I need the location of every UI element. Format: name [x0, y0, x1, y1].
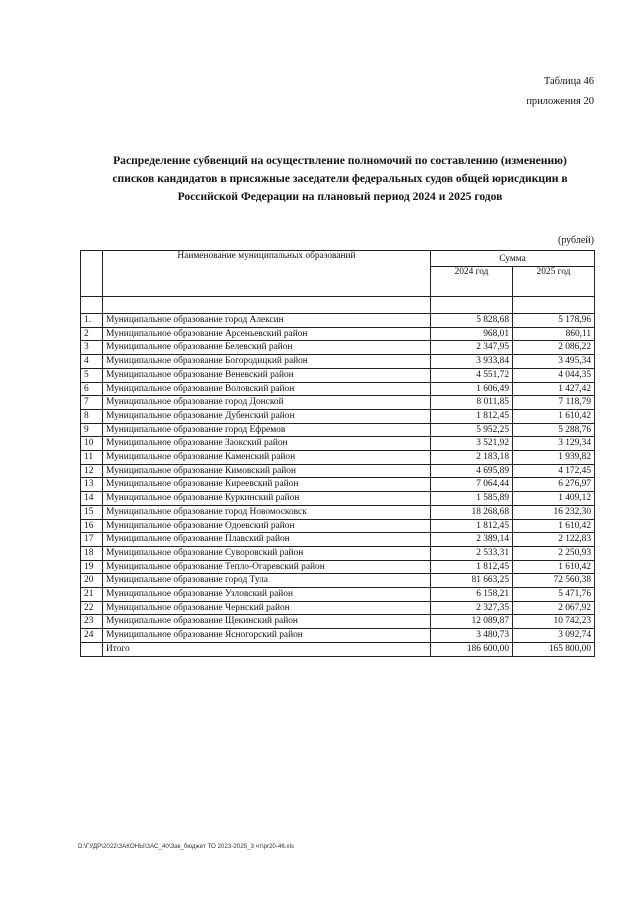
- municipality-name: Муниципальное образование город Донской: [103, 396, 431, 410]
- municipality-name: Муниципальное образование город Тула: [103, 574, 431, 588]
- municipality-name: Муниципальное образование Щекинский район: [103, 615, 431, 629]
- amount-2025: 860,11: [513, 327, 595, 341]
- municipality-name: Муниципальное образование Дубенский район: [103, 409, 431, 423]
- file-path-footer: D:\ГУДР\2022\ЗАКОНЫ\ЗАС_40\Зак_бюджет ТО 2023-2025_3 чт\pr20-46.xls: [78, 843, 295, 850]
- municipality-name: Муниципальное образование Арсеньевский район: [103, 327, 431, 341]
- table-number: Таблица 46: [543, 76, 594, 87]
- row-index: 18: [81, 546, 103, 560]
- table-row: [81, 574, 595, 588]
- municipality-name: Муниципальное образование Каменский район: [103, 451, 431, 465]
- municipality-name: Муниципальное образование Суворовский район: [103, 546, 431, 560]
- year-2025-header: 2025 год: [513, 267, 595, 297]
- table-row: [81, 588, 595, 602]
- amount-2024: 4 551,72: [431, 368, 513, 382]
- municipality-name: Муниципальное образование Ясногорский район: [103, 629, 431, 643]
- municipality-name: Муниципальное образование Веневский район: [103, 368, 431, 382]
- amount-2025: 2 250,93: [513, 546, 595, 560]
- amount-2025: 1 610,42: [513, 409, 595, 423]
- amount-2025: 1 939,82: [513, 451, 595, 465]
- row-index: 7: [81, 396, 103, 410]
- row-index: 10: [81, 437, 103, 451]
- amount-2024: 2 183,18: [431, 451, 513, 465]
- amount-2024: 18 268,68: [431, 505, 513, 519]
- row-index: 4: [81, 355, 103, 369]
- municipality-name: Муниципальное образование Тепло-Огаревский район: [103, 560, 431, 574]
- amount-2024: 1 606,49: [431, 382, 513, 396]
- row-index: 20: [81, 574, 103, 588]
- row-index: 13: [81, 478, 103, 492]
- municipality-name: Муниципальное образование Плавский район: [103, 533, 431, 547]
- row-index: 1.: [81, 314, 103, 328]
- table-row: [81, 546, 595, 560]
- municipality-name: Муниципальное образование Воловский район: [103, 382, 431, 396]
- row-index: 8: [81, 409, 103, 423]
- title-line: Российской Федерации на плановый период 2024 и 2025 годов: [177, 190, 503, 203]
- amount-2024: 3 933,84: [431, 355, 513, 369]
- amount-2024: 12 089,87: [431, 615, 513, 629]
- amount-2024: 2 533,31: [431, 546, 513, 560]
- year-2024-header: 2024 год: [431, 267, 513, 297]
- amount-2025: 72 560,38: [513, 574, 595, 588]
- table-row: [81, 464, 595, 478]
- municipality-name: Муниципальное образование город Алексин: [103, 314, 431, 328]
- table-row: [81, 505, 595, 519]
- table-row: [81, 314, 595, 328]
- table-row: [81, 478, 595, 492]
- amount-2025: 5 288,76: [513, 423, 595, 437]
- table-row: [81, 341, 595, 355]
- amount-2024: 7 064,44: [431, 478, 513, 492]
- table-row: [81, 492, 595, 506]
- spacer-row: [81, 297, 595, 314]
- amount-2024: 5 828,68: [431, 314, 513, 328]
- amount-2024: 2 347,95: [431, 341, 513, 355]
- sum-column-header: Сумма: [431, 251, 595, 267]
- amount-2024: 6 158,21: [431, 588, 513, 602]
- municipality-name: Муниципальное образование город Ефремов: [103, 423, 431, 437]
- row-index: 23: [81, 615, 103, 629]
- municipality-name: Муниципальное образование Узловский район: [103, 588, 431, 602]
- table-row: [81, 533, 595, 547]
- name-column-header: Наименование муниципальных образований: [103, 251, 431, 297]
- row-index: 11: [81, 451, 103, 465]
- amount-2024: 5 952,25: [431, 423, 513, 437]
- row-index: 9: [81, 423, 103, 437]
- amount-2024: 3 521,92: [431, 437, 513, 451]
- table-row: [81, 368, 595, 382]
- municipality-name: Муниципальное образование Богородицкий район: [103, 355, 431, 369]
- amount-2025: 4 044,35: [513, 368, 595, 382]
- municipality-name: Муниципальное образование Куркинский район: [103, 492, 431, 506]
- row-index: 2: [81, 327, 103, 341]
- row-index: 17: [81, 533, 103, 547]
- amount-2025: 3 495,34: [513, 355, 595, 369]
- amount-2024: 3 480,73: [431, 629, 513, 643]
- table-row: [81, 327, 595, 341]
- amount-2024: 1 812,45: [431, 519, 513, 533]
- row-index: 19: [81, 560, 103, 574]
- table-row: [81, 615, 595, 629]
- amount-2025: 4 172,45: [513, 464, 595, 478]
- amount-2025: 1 610,42: [513, 560, 595, 574]
- row-index: 12: [81, 464, 103, 478]
- document-title: [70, 152, 610, 206]
- row-index: 3: [81, 341, 103, 355]
- amount-2025: 7 118,79: [513, 396, 595, 410]
- table-row: [81, 409, 595, 423]
- table-row: [81, 423, 595, 437]
- unit-label: (рублей): [557, 235, 594, 246]
- row-index: 16: [81, 519, 103, 533]
- amount-2024: 4 695,89: [431, 464, 513, 478]
- table-row: [81, 519, 595, 533]
- amount-2025: 3 129,34: [513, 437, 595, 451]
- row-index: 21: [81, 588, 103, 602]
- amount-2025: 5 471,76: [513, 588, 595, 602]
- index-header: [81, 251, 103, 297]
- municipality-name: Муниципальное образование Чернский район: [103, 601, 431, 615]
- amount-2025: 2 067,92: [513, 601, 595, 615]
- amount-2024: 8 011,85: [431, 396, 513, 410]
- amount-2025: 5 178,96: [513, 314, 595, 328]
- table-row: [81, 629, 595, 643]
- amount-2024: 1 812,45: [431, 560, 513, 574]
- municipality-name: Муниципальное образование Заокский район: [103, 437, 431, 451]
- table-row: [81, 396, 595, 410]
- row-index: 24: [81, 629, 103, 643]
- amount-2025: 1 610,42: [513, 519, 595, 533]
- amount-2025: 6 276,97: [513, 478, 595, 492]
- total-2024: 186 600,00: [431, 642, 513, 656]
- total-label: Итого: [103, 642, 431, 656]
- amount-2024: 1 585,89: [431, 492, 513, 506]
- amount-2025: 16 232,30: [513, 505, 595, 519]
- municipality-name: Муниципальное образование Белевский район: [103, 341, 431, 355]
- municipality-name: Муниципальное образование Одоевский район: [103, 519, 431, 533]
- amount-2024: 1 812,45: [431, 409, 513, 423]
- amount-2025: 2 122,83: [513, 533, 595, 547]
- amount-2024: 2 389,14: [431, 533, 513, 547]
- table-row: [81, 382, 595, 396]
- amount-2024: 81 663,25: [431, 574, 513, 588]
- table-row: [81, 437, 595, 451]
- amount-2025: 1 409,12: [513, 492, 595, 506]
- table-row: [81, 560, 595, 574]
- row-index: 14: [81, 492, 103, 506]
- table-row: [81, 355, 595, 369]
- row-index: 15: [81, 505, 103, 519]
- municipality-name: Муниципальное образование город Новомосковск: [103, 505, 431, 519]
- amount-2024: 968,01: [431, 327, 513, 341]
- subsidy-table: [80, 250, 595, 657]
- amount-2025: 1 427,42: [513, 382, 595, 396]
- amount-2024: 2 327,35: [431, 601, 513, 615]
- municipality-name: Муниципальное образование Киреевский район: [103, 478, 431, 492]
- row-index: 5: [81, 368, 103, 382]
- amount-2025: 10 742,23: [513, 615, 595, 629]
- amount-2025: 3 092,74: [513, 629, 595, 643]
- table-row: [81, 451, 595, 465]
- row-index: 22: [81, 601, 103, 615]
- title-line: Распределение субвенций на осуществление полномочий по составлению (изменению): [113, 154, 567, 167]
- total-2025: 165 800,00: [513, 642, 595, 656]
- total-row: [81, 642, 595, 656]
- table-row: [81, 601, 595, 615]
- total-index: [81, 642, 103, 656]
- title-line: списков кандидатов в присяжные заседатели федеральных судов общей юрисдикции в: [112, 172, 568, 185]
- row-index: 6: [81, 382, 103, 396]
- appendix-reference: приложения 20: [526, 96, 594, 107]
- amount-2025: 2 086,22: [513, 341, 595, 355]
- municipality-name: Муниципальное образование Кимовский район: [103, 464, 431, 478]
